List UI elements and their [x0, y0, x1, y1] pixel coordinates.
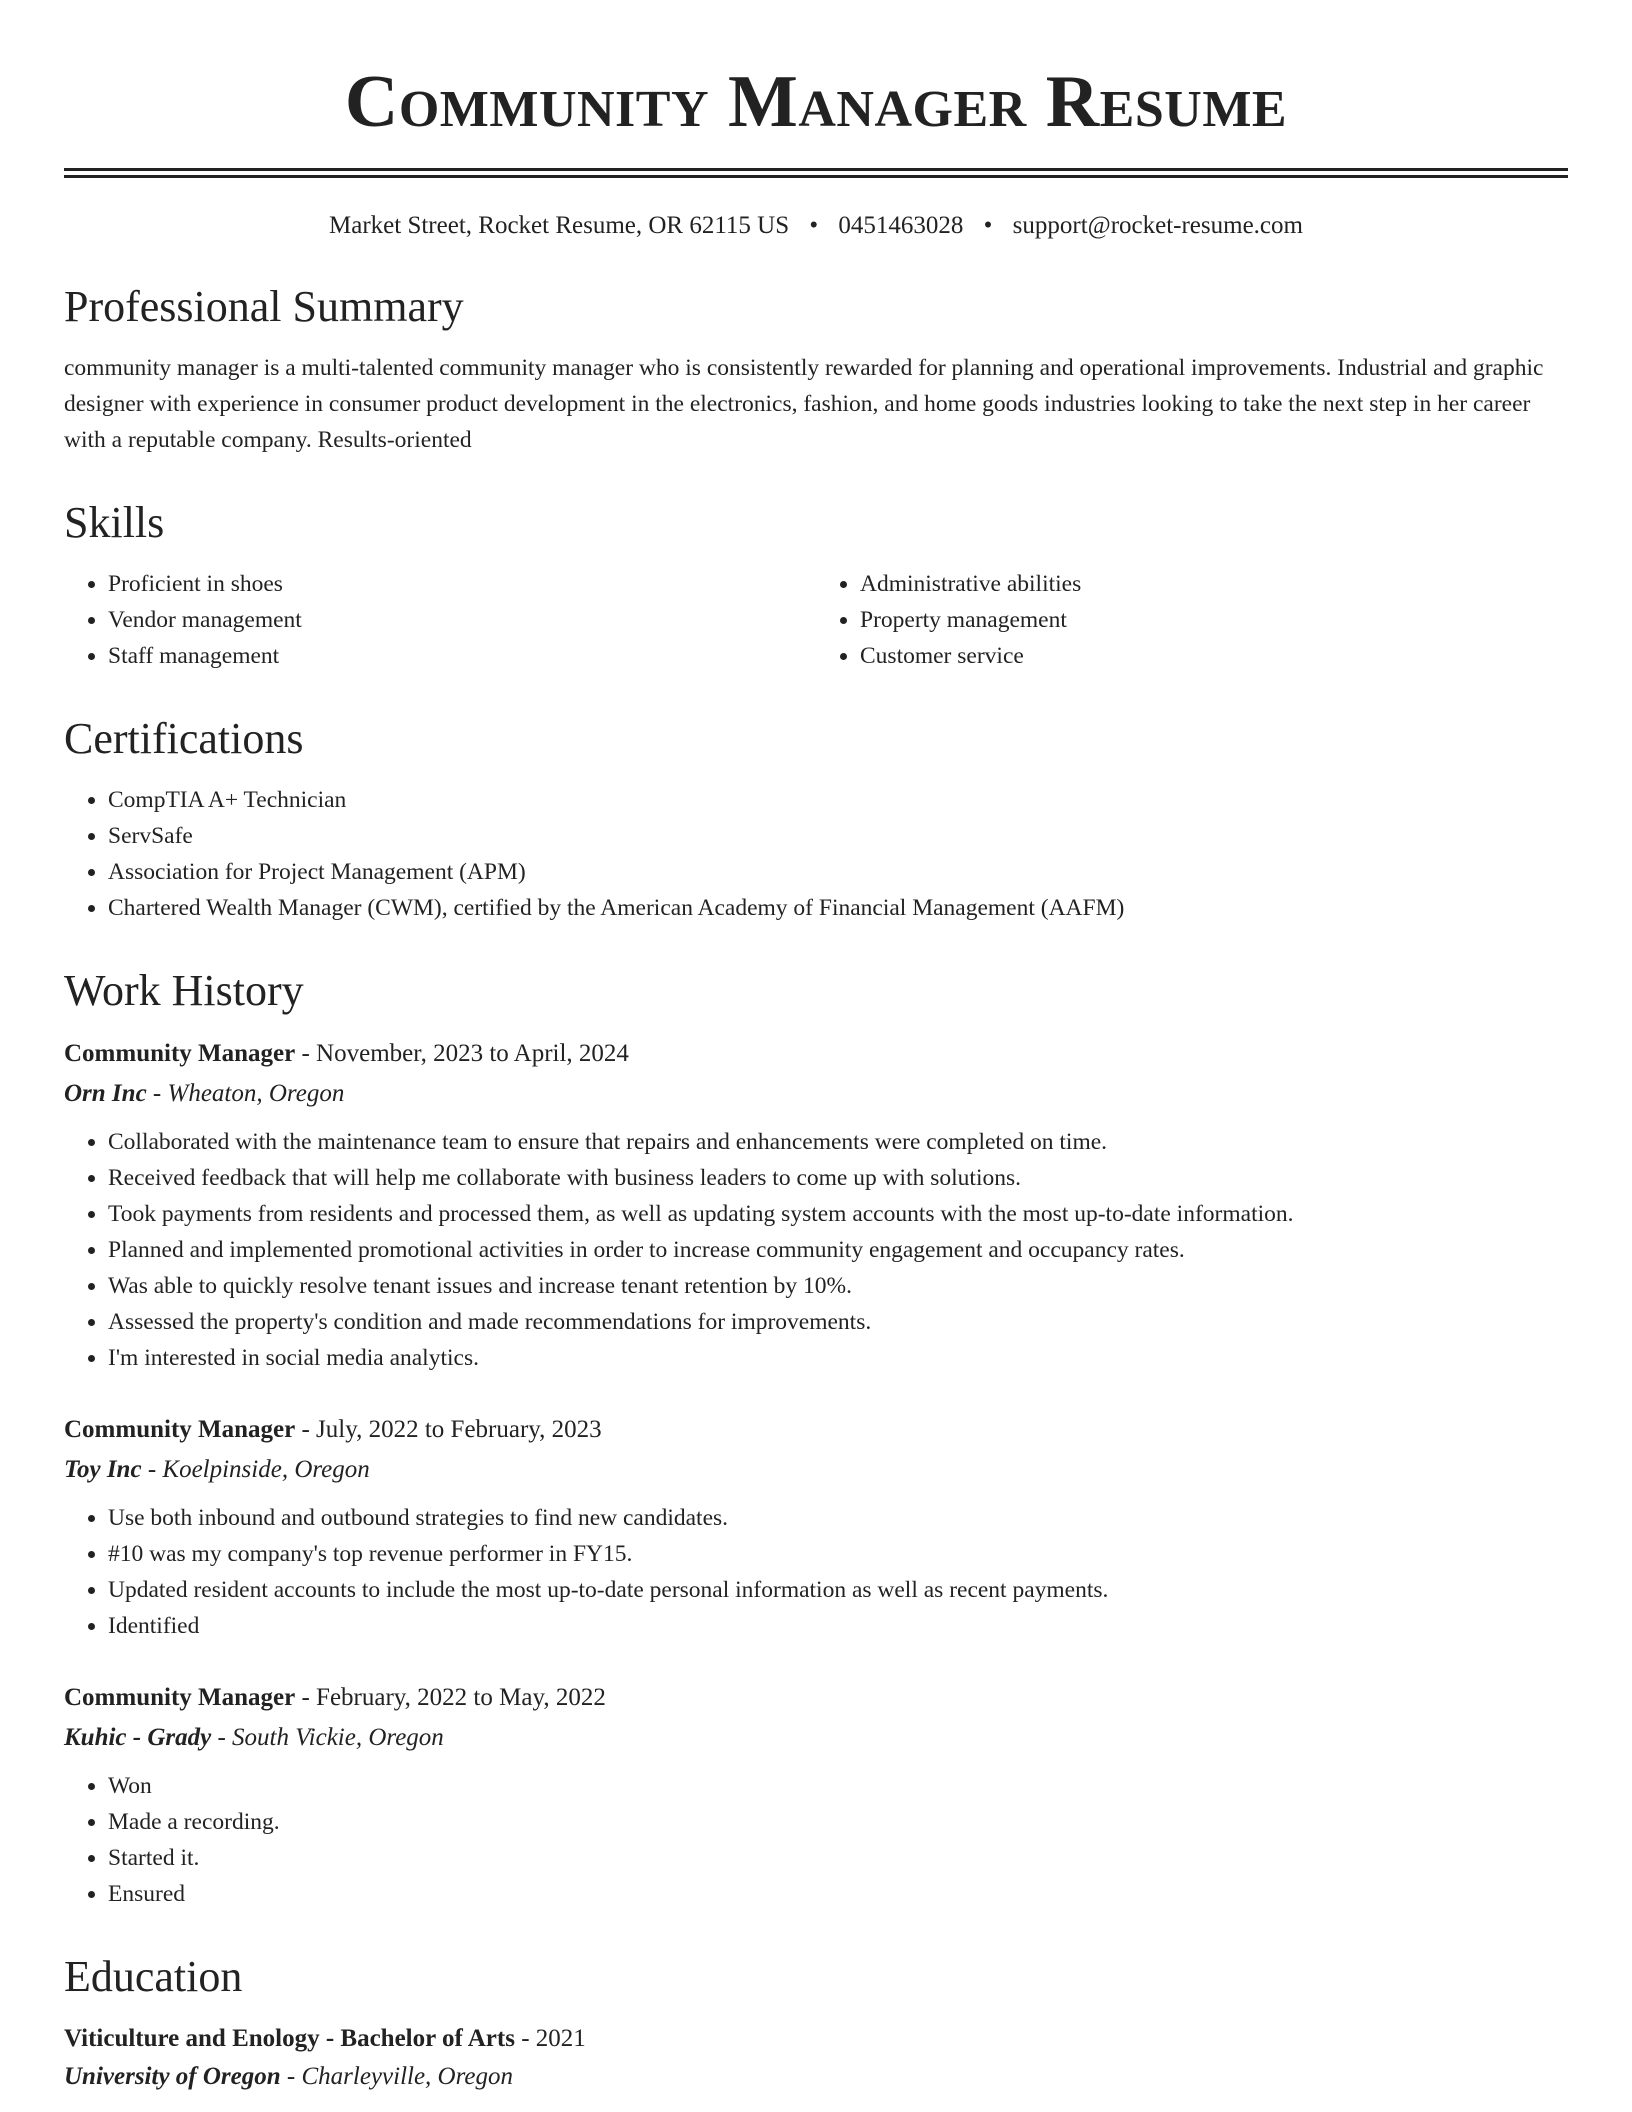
- skills-list-right: [816, 566, 1568, 674]
- job-company: Kuhic - Grady: [64, 1724, 212, 1751]
- skill-item: • Customer service: [860, 638, 1568, 674]
- contact-separator: •: [983, 212, 993, 239]
- education-school-line: [64, 2058, 1568, 2096]
- skills-list-left: [64, 566, 816, 674]
- job-title-line: [64, 1678, 1568, 1718]
- job-company-line: [64, 1718, 1568, 1758]
- job-bullets: [64, 1500, 1568, 1644]
- certifications-list: [64, 782, 1568, 926]
- job-bullets: [64, 1768, 1568, 1912]
- contact-email: support@rocket-resume.com: [1012, 212, 1303, 239]
- job-entry: [64, 1034, 1568, 1376]
- job-bullet: • Updated resident accounts to include the most up-to-date personal information as well as recent payments.: [108, 1572, 1568, 1608]
- job-bullet: • #10 was my company's top revenue performer in FY15.: [108, 1536, 1568, 1572]
- job-location: - Wheaton, Oregon: [146, 1080, 345, 1107]
- contact-separator: •: [809, 212, 819, 239]
- job-title-line: [64, 1034, 1568, 1074]
- education-degree: Viticulture and Enology - Bachelor of Arts: [64, 2025, 515, 2052]
- contact-address: Market Street, Rocket Resume, OR 62115 US: [329, 212, 790, 239]
- job-bullet: • Assessed the property's condition and made recommendations for improvements.: [108, 1304, 1568, 1340]
- job-bullet: • Was able to quickly resolve tenant issues and increase tenant retention by 10%.: [108, 1268, 1568, 1304]
- skills-columns: [64, 566, 1568, 674]
- summary-heading: Professional Summary: [64, 282, 464, 331]
- job-company-line: [64, 1074, 1568, 1114]
- skills-heading: Skills: [64, 498, 165, 547]
- resume-title: Community Manager Resume: [344, 61, 1288, 143]
- work-history-heading: Work History: [64, 966, 304, 1015]
- job-title-line: [64, 1410, 1568, 1450]
- certification-item: • Association for Project Management (APM): [108, 854, 1568, 890]
- certification-item: • Chartered Wealth Manager (CWM), certified by the American Academy of Financial Management (AAFM): [108, 890, 1568, 926]
- summary-text: community manager is a multi-talented community manager who is consistently rewarded for planning and operational improvements. Industrial and graphic designer with experience in consumer product development in the electronics, fashion, and home goods industries looking to take the next step in her career with a reputable company. Results-oriented: [64, 355, 1544, 453]
- certifications-heading: Certifications: [64, 714, 304, 763]
- skill-item: • Vendor management: [108, 602, 816, 638]
- job-bullet: • Ensured: [108, 1876, 1568, 1912]
- skill-item: • Proficient in shoes: [108, 566, 816, 602]
- job-bullet: • I'm interested in social media analytics.: [108, 1340, 1568, 1376]
- job-title: Community Manager: [64, 1684, 296, 1711]
- job-bullet: • Started it.: [108, 1840, 1568, 1876]
- job-entry: [64, 1410, 1568, 1644]
- job-bullet: • Identified: [108, 1608, 1568, 1644]
- certification-item: • CompTIA A+ Technician: [108, 782, 1568, 818]
- title-divider: [64, 168, 1568, 178]
- job-dates: - November, 2023 to April, 2024: [295, 1040, 629, 1067]
- job-bullet: • Use both inbound and outbound strategies to find new candidates.: [108, 1500, 1568, 1536]
- skill-item: • Administrative abilities: [860, 566, 1568, 602]
- certification-item: • ServSafe: [108, 818, 1568, 854]
- job-bullet: • Won: [108, 1768, 1568, 1804]
- skill-item: • Property management: [860, 602, 1568, 638]
- job-bullet: • Took payments from residents and processed them, as well as updating system accounts with the most up-to-date information.: [108, 1196, 1568, 1232]
- education-heading: Education: [64, 1952, 243, 2001]
- job-company: Toy Inc: [64, 1456, 142, 1483]
- education-location: - Charleyville, Oregon: [280, 2063, 514, 2090]
- education-school: University of Oregon: [64, 2063, 281, 2090]
- job-company-line: [64, 1450, 1568, 1490]
- job-location: - Koelpinside, Oregon: [141, 1456, 370, 1483]
- job-entry: [64, 1678, 1568, 1912]
- job-company: Orn Inc: [64, 1080, 147, 1107]
- education-degree-line: [64, 2020, 1568, 2058]
- job-bullet: • Collaborated with the maintenance team to ensure that repairs and enhancements were completed on time.: [108, 1124, 1568, 1160]
- contact-line: [64, 210, 1568, 242]
- job-dates: - July, 2022 to February, 2023: [295, 1416, 602, 1443]
- contact-phone: 0451463028: [838, 212, 964, 239]
- job-title: Community Manager: [64, 1040, 296, 1067]
- job-bullet: • Made a recording.: [108, 1804, 1568, 1840]
- skill-item: • Staff management: [108, 638, 816, 674]
- job-bullet: • Planned and implemented promotional activities in order to increase community engagement and occupancy rates.: [108, 1232, 1568, 1268]
- job-title: Community Manager: [64, 1416, 296, 1443]
- job-dates: - February, 2022 to May, 2022: [295, 1684, 606, 1711]
- education-year: - 2021: [514, 2025, 586, 2052]
- job-bullet: • Received feedback that will help me collaborate with business leaders to come up with solutions.: [108, 1160, 1568, 1196]
- job-location: - South Vickie, Oregon: [211, 1724, 444, 1751]
- job-bullets: [64, 1124, 1568, 1376]
